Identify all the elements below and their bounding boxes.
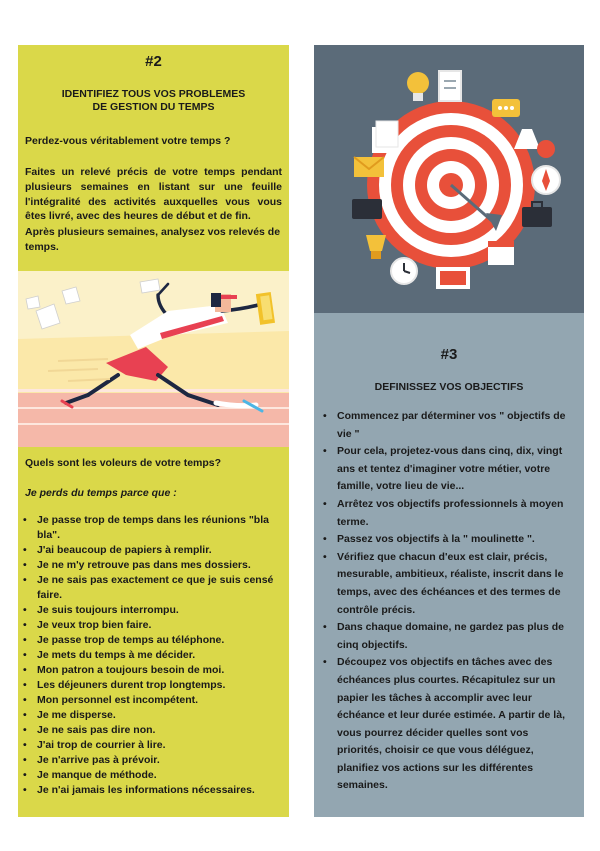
bullet-icon: • xyxy=(323,656,327,669)
bullet-icon: • xyxy=(23,724,27,736)
bullet-icon: • xyxy=(23,574,27,586)
list-item: • Mon patron a toujours besoin de moi. xyxy=(23,664,225,676)
bullet-icon: • xyxy=(23,694,27,706)
list-item: • J'ai trop de courrier à lire. xyxy=(23,739,166,751)
monitor-icon xyxy=(436,267,470,289)
lightbulb-icon xyxy=(407,72,429,101)
list-item: • Je n'arrive pas à prévoir. xyxy=(23,754,160,766)
reason-intro: Je perds du temps parce que : xyxy=(25,487,177,499)
bullet-icon: • xyxy=(23,619,27,631)
section-number: #3 xyxy=(440,346,458,363)
list-item: • Découpez vos objectifs en tâches avec des échéances plus courtes. Récapitulez sur un papier les tâches à accomplir avec leur échéance et leur durée estimée. A partir de là, vous pourrez décider quelles sont vos priorités, choisir ce que vous déléguez, planifiez vos actions sur les différentes semaines. xyxy=(323,656,565,792)
section-2-list-panel xyxy=(18,447,289,817)
bullet-icon: • xyxy=(323,445,327,458)
list-item: • Je mets du temps à me décider. xyxy=(23,649,196,661)
list-item: • Je veux trop bien faire. xyxy=(23,619,152,631)
time-thieves-list xyxy=(21,513,283,798)
list-item: • Je ne m'y retrouve pas dans mes dossiers. xyxy=(23,559,251,571)
list-item: • Je me disperse. xyxy=(23,709,116,721)
bullet-icon: • xyxy=(23,634,27,646)
list-item: • Je suis toujours interrompu. xyxy=(23,604,179,616)
list-item: • Vérifiez que chacun d'eux est clair, précis, mesurable, ambitieux, réaliste, inscrit dans le temps, avec des échéances et des termes de contrôle précis. xyxy=(323,550,564,616)
list-item: • Arrêtez vos objectifs professionnels à moyen terme. xyxy=(323,497,564,528)
clock-icon xyxy=(391,258,417,284)
intro-paragraph: Faites un relevé précis de votre temps pendant plusieurs semaines en listant sur une feuille l'intégralité des activités auxquelles vous vous êtes livré, avec des heures de début et de fin. xyxy=(25,166,282,223)
list-item: • Je passe trop de temps dans les réunions "bla bla". xyxy=(23,514,269,541)
objectives-list xyxy=(321,408,575,795)
bullet-icon: • xyxy=(23,679,27,691)
list-item: • Pour cela, projetez-vous dans cinq, dix, vingt ans et tentez d'imaginer votre métier, votre famille, votre lieu de vie... xyxy=(323,445,563,493)
bullet-icon: • xyxy=(323,621,327,634)
list-item: • J'ai beaucoup de papiers à remplir. xyxy=(23,544,212,556)
running-man-illustration xyxy=(18,271,289,447)
list-item: • Mon personnel est incompétent. xyxy=(23,694,199,706)
section-number: #2 xyxy=(145,53,162,70)
bullet-icon: • xyxy=(323,497,327,510)
list-item: • Je ne sais pas dire non. xyxy=(23,724,156,736)
chat-bubbles-icon xyxy=(492,99,520,117)
bullet-icon: • xyxy=(23,649,27,661)
bullet-icon: • xyxy=(23,604,27,616)
bullet-icon: • xyxy=(323,533,327,546)
wallet-icon xyxy=(352,199,382,219)
target-illustration xyxy=(314,45,584,313)
bullet-icon: • xyxy=(323,550,327,563)
envelope-icon xyxy=(354,157,384,177)
list-item: • Dans chaque domaine, ne gardez pas plus de cinq objectifs. xyxy=(323,621,564,651)
section-3-panel xyxy=(314,313,584,817)
right-column xyxy=(314,45,584,817)
bullet-icon: • xyxy=(23,709,27,721)
bullet-icon: • xyxy=(23,544,27,556)
list-item: • Je n'ai jamais les informations nécessaires. xyxy=(23,784,255,796)
list-item: • Je manque de méthode. xyxy=(23,769,157,781)
section-heading-line-1: IDENTIFIEZ TOUS VOS PROBLEMES xyxy=(61,88,246,100)
bullet-icon: • xyxy=(23,739,27,751)
bullet-icon: • xyxy=(23,514,27,526)
section-heading: DEFINISSEZ VOS OBJECTIFS xyxy=(374,381,524,393)
flying-papers-icon xyxy=(26,279,160,329)
intro-paragraph-2: Après plusieurs semaines, analysez vos relevés de temps. xyxy=(25,226,281,253)
bullet-icon: • xyxy=(23,664,27,676)
running-man-image xyxy=(18,271,289,447)
list-item: • Les déjeuners durent trop longtemps. xyxy=(23,679,226,691)
bullet-icon: • xyxy=(23,559,27,571)
section-2-intro-panel xyxy=(18,45,289,271)
left-column xyxy=(18,45,289,817)
bullet-icon: • xyxy=(323,410,327,422)
bullet-icon: • xyxy=(23,754,27,766)
bullet-icon: • xyxy=(23,784,27,796)
section-heading-line-2: DE GESTION DU TEMPS xyxy=(92,101,215,113)
intro-question: Perdez-vous véritablement votre temps ? xyxy=(25,135,231,147)
thieves-question: Quels sont les voleurs de votre temps? xyxy=(25,457,222,469)
calendar-icon xyxy=(488,241,514,265)
list-item: • Je passe trop de temps au téléphone. xyxy=(23,634,225,646)
compass-icon xyxy=(532,166,560,194)
trophy-icon xyxy=(366,235,386,259)
list-item: • Je ne sais pas exactement ce que je suis censé faire. xyxy=(23,574,274,601)
list-item: • Commencez par déterminer vos " objectifs de vie " xyxy=(323,410,566,440)
clipboard-icon xyxy=(439,71,461,101)
target-icons-image xyxy=(314,45,584,313)
list-item: • Passez vos objectifs à la " moulinette ". xyxy=(321,531,575,549)
bullet-icon: • xyxy=(23,769,27,781)
